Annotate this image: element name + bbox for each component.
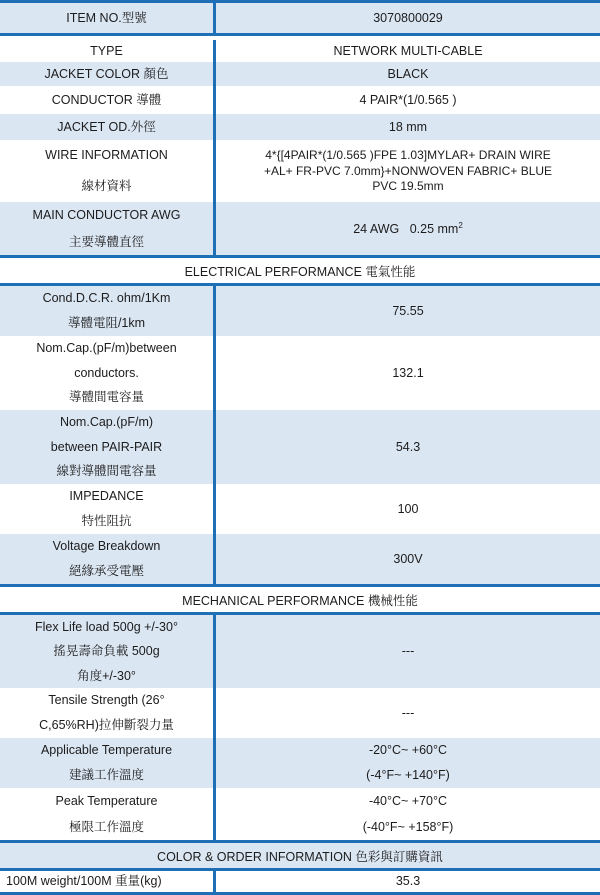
spec-value: ---: [401, 705, 415, 720]
spec-label: 100M weight/100M 重量(kg): [6, 874, 162, 889]
spec-row-jacket-od: [0, 114, 600, 140]
spec-label: WIRE INFORMATION 線材資料: [45, 148, 168, 194]
spec-label: MAIN CONDUCTOR AWG 主要導體直徑: [32, 208, 181, 249]
spec-label: JACKET OD.外徑: [57, 119, 156, 134]
electrical-section-header: ELECTRICAL PERFORMANCE 電氣性能: [0, 258, 600, 283]
mechanical-row-peak-temperature: [0, 788, 600, 840]
spec-value: -40°C~ +70°C (-40°F~ +158°F): [362, 793, 454, 834]
spec-label: Cond.D.C.R. ohm/1Km 導體電阻/1km: [42, 291, 171, 331]
electrical-row-impedance: [0, 484, 600, 534]
spec-label: Nom.Cap.(pF/m)between conductors. 導體間電容量: [36, 341, 177, 405]
color-order-row-weight: [0, 871, 600, 892]
spec-label: Peak Temperature 極限工作溫度: [55, 793, 158, 834]
item-number-label: ITEM NO.型號: [66, 10, 147, 25]
spec-value: 100: [397, 501, 419, 516]
spec-label: Voltage Breakdown 絕緣承受電壓: [52, 539, 161, 579]
mechanical-row-applicable-temperature: [0, 738, 600, 788]
electrical-row-voltage-breakdown: [0, 534, 600, 584]
spec-row-main-conductor-awg: [0, 202, 600, 255]
spec-value: 18 mm: [388, 119, 428, 134]
spec-label: Tensile Strength (26° C,65%RH)拉伸斷裂力量: [39, 693, 174, 733]
electrical-row-dcr: [0, 286, 600, 336]
spec-value: 75.55: [392, 303, 424, 318]
spec-row-conductor: [0, 86, 600, 114]
spec-label: Nom.Cap.(pF/m) between PAIR-PAIR 線對導體間電容量: [50, 415, 163, 479]
color-order-section-header: COLOR & ORDER INFORMATION 色彩與訂購資訊: [0, 843, 600, 868]
spec-row-wire-information: [0, 140, 600, 202]
spec-label: JACKET COLOR 顏色: [44, 66, 169, 81]
spec-label: Flex Life load 500g +/-30° 搖晃壽命負載 500g 角度+/-30°: [35, 619, 178, 683]
section-divider: [0, 33, 600, 36]
spec-value: 24 AWG 0.25 $mm^2$: [353, 220, 463, 236]
spec-value: 54.3: [395, 439, 421, 454]
spec-row-type: [0, 40, 600, 62]
spec-value: ---: [401, 644, 415, 659]
mechanical-row-tensile-strength: [0, 688, 600, 738]
spec-label: TYPE: [90, 43, 123, 58]
spec-value: BLACK: [387, 66, 429, 81]
spec-row-jacket-color: [0, 62, 600, 86]
electrical-row-cap-conductors: [0, 336, 600, 410]
spec-value: -20°C~ +60°C (-4°F~ +140°F): [366, 743, 450, 783]
spec-value: NETWORK MULTI-CABLE: [333, 43, 483, 58]
item-number-row: [0, 3, 600, 33]
spec-label: CONDUCTOR 導體: [51, 92, 162, 107]
electrical-row-cap-pair: [0, 410, 600, 484]
spec-value: 132.1: [392, 365, 424, 380]
spec-value: 35.3: [395, 874, 421, 889]
spec-label: IMPEDANCE 特性阻抗: [69, 489, 144, 529]
spec-label: Applicable Temperature 建議工作溫度: [40, 743, 173, 783]
spec-value: 4 PAIR*(1/0.565 ): [359, 92, 457, 107]
spec-value: 4*{[4PAIR*(1/0.565 )FPE 1.03]MYLAR+ DRAIN WIRE +AL+ FR-PVC 7.0mm}+NONWOVEN FABRIC+ BLUE PVC 19.5mm: [263, 148, 553, 194]
spec-value: 300V: [393, 551, 423, 566]
mechanical-section-header: MECHANICAL PERFORMANCE 機械性能: [0, 587, 600, 612]
item-number-value: 3070800029: [373, 10, 443, 25]
mechanical-row-flex-life: [0, 615, 600, 688]
